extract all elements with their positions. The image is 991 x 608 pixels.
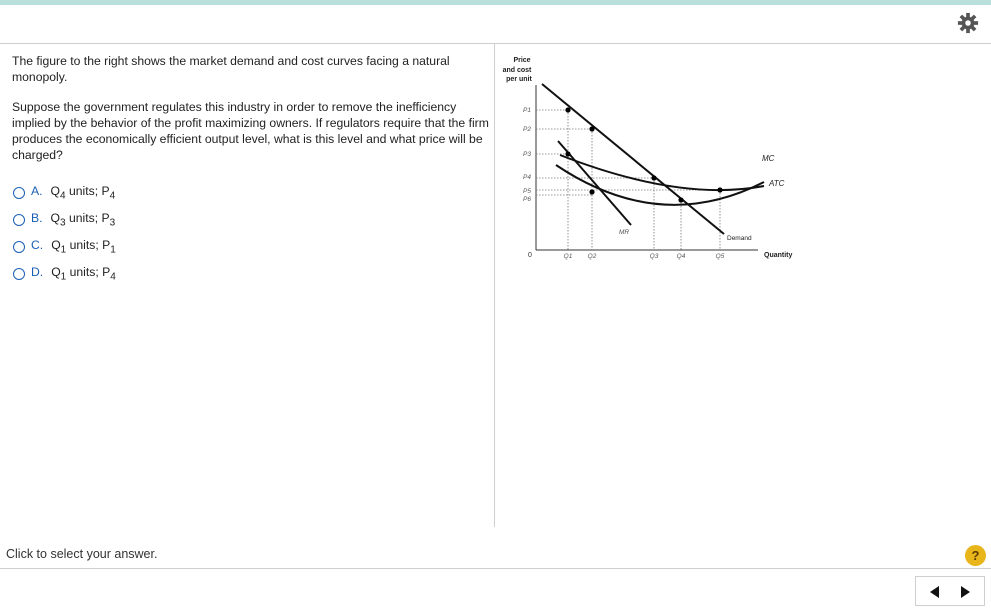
quantity-label-q1: Q1 xyxy=(563,253,573,260)
option-c[interactable] xyxy=(13,238,116,265)
option-letter: A. xyxy=(31,184,43,198)
option-b[interactable] xyxy=(13,211,116,238)
help-icon[interactable]: ? xyxy=(965,545,986,566)
radio-button[interactable] xyxy=(13,268,25,280)
point-p3-q1 xyxy=(565,151,570,156)
radio-button[interactable] xyxy=(13,187,25,199)
option-text: $Q_3$ units; $P_3$ xyxy=(50,211,116,229)
option-letter: C. xyxy=(31,238,44,252)
status-text: Click to select your answer. xyxy=(6,547,158,561)
option-letter: D. xyxy=(31,265,44,279)
price-label-p5: P5 xyxy=(523,188,531,195)
demand-label: Demand xyxy=(727,235,752,242)
option-text: $Q_1$ units; $P_4$ xyxy=(51,265,116,283)
price-label-p6: P6 xyxy=(523,196,531,203)
prev-arrow-icon[interactable] xyxy=(927,584,943,600)
option-a[interactable] xyxy=(13,184,116,211)
x-axis-label: Quantity xyxy=(764,252,793,259)
point-p2-q2 xyxy=(589,126,594,131)
option-letter: B. xyxy=(31,211,43,225)
quantity-label-q3: Q3 xyxy=(649,253,659,260)
mc-label: MC xyxy=(762,154,775,163)
price-label-p2: P2 xyxy=(523,126,531,133)
mr-label: MR xyxy=(619,229,630,236)
point-q4-mc xyxy=(678,197,683,202)
price-label-p3: P3 xyxy=(523,151,531,158)
answer-options xyxy=(13,184,116,292)
radio-button[interactable] xyxy=(13,241,25,253)
point-q2-mr xyxy=(589,189,594,194)
y-axis-label-line-1: Price xyxy=(513,57,531,64)
y-axis-label-line-3: per unit xyxy=(506,76,532,83)
radio-button[interactable] xyxy=(13,214,25,226)
option-d[interactable] xyxy=(13,265,116,292)
price-label-p4: P4 xyxy=(523,174,531,181)
atc-label: ATC xyxy=(769,179,785,188)
price-label-p1: P1 xyxy=(523,107,531,114)
top-accent-bar xyxy=(0,0,991,5)
monopoly-cost-figure xyxy=(495,44,805,284)
question-text xyxy=(12,53,490,177)
quantity-label-q4: Q4 xyxy=(676,253,686,260)
quantity-label-q2: Q2 xyxy=(587,253,597,260)
option-text: $Q_4$ units; $P_4$ xyxy=(50,184,116,202)
point-p5-q5 xyxy=(717,187,722,192)
option-text: $Q_1$ units; $P_1$ xyxy=(51,238,116,256)
quantity-label-q5: Q5 xyxy=(715,253,725,260)
point-p1-q1 xyxy=(565,107,570,112)
question-paragraph-2: Suppose the government regulates this industry in order to remove the inefficiency implied by the behavior of the profit maximizing owners. If regulators require that the firm produces the economically efficient output level, what is this level and what price will be charged? xyxy=(12,100,489,162)
y-axis-label-line-2: and cost xyxy=(502,67,532,74)
navigation-controls xyxy=(915,576,985,606)
origin-label: 0 xyxy=(528,252,532,259)
gear-icon[interactable] xyxy=(957,12,979,34)
next-arrow-icon[interactable] xyxy=(957,584,973,600)
point-p4-q3 xyxy=(651,175,656,180)
footer-divider xyxy=(0,568,991,569)
question-paragraph-1: The figure to the right shows the market demand and cost curves facing a natural monopoly. xyxy=(12,54,450,84)
